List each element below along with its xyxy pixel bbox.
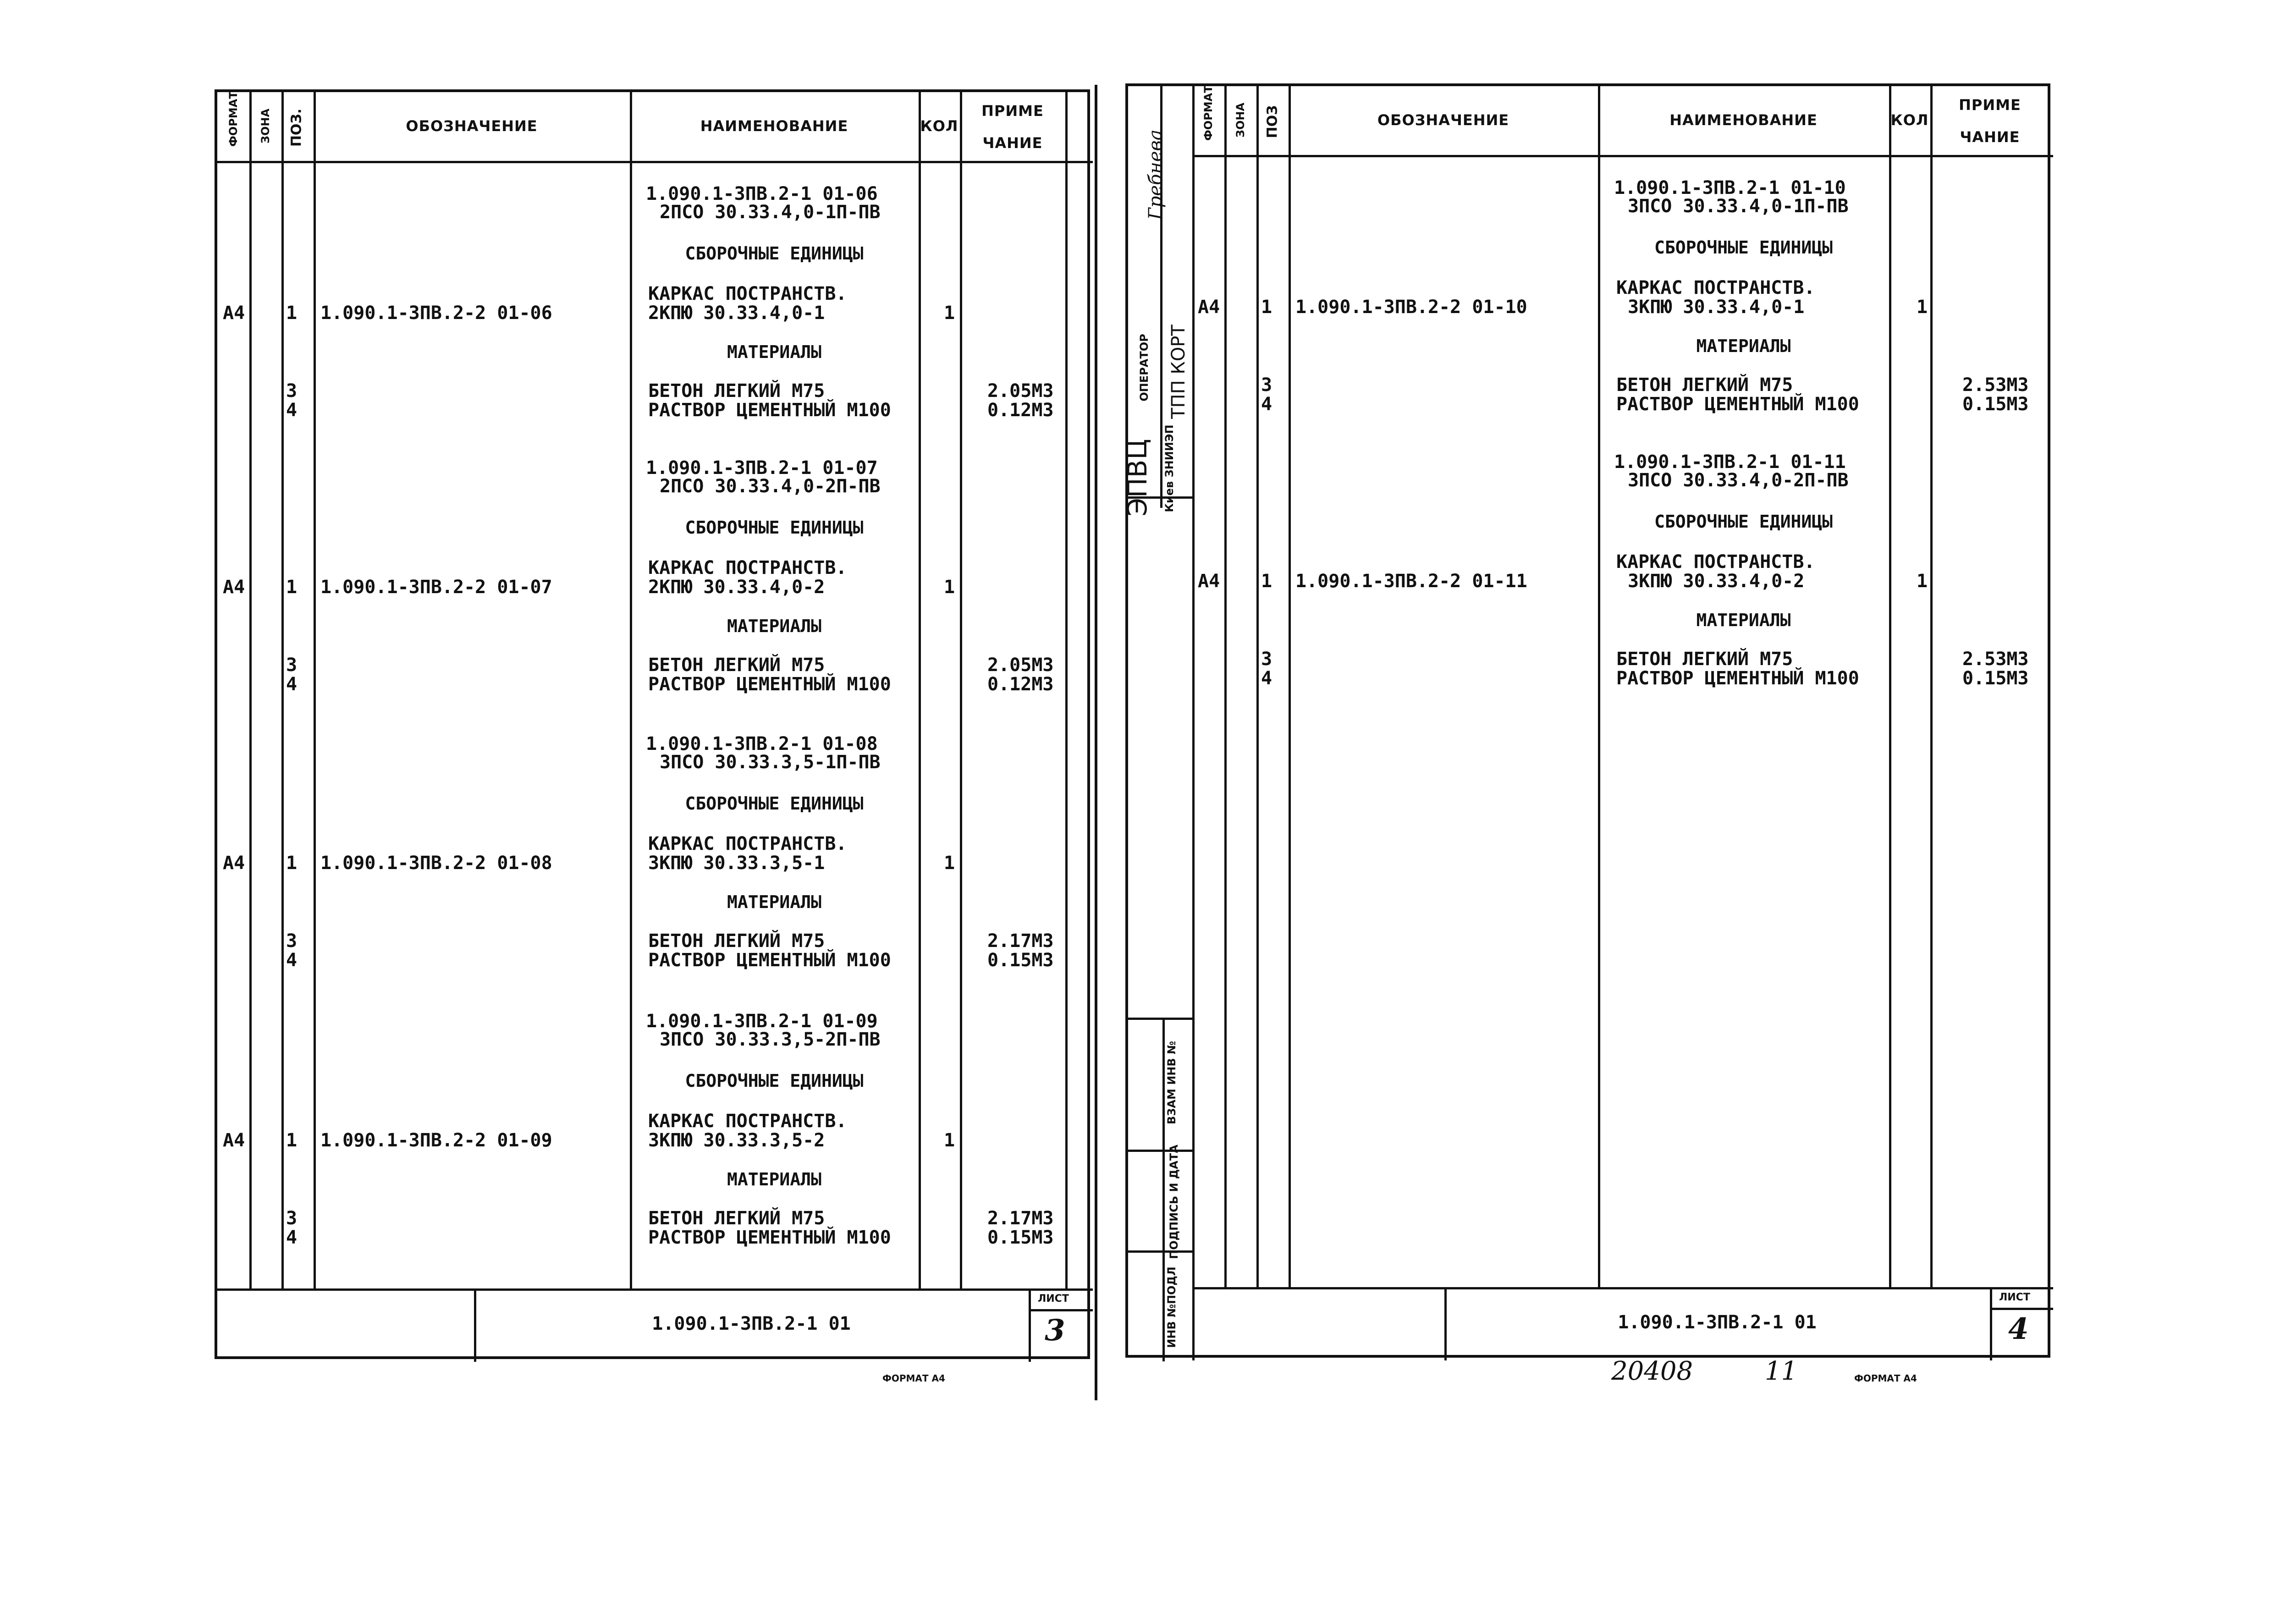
row-designation: 1.090.1-3ПВ.2-2 01-11 [1295, 571, 1527, 592]
material-2: РАСТВОР ЦЕМЕНТНЫЙ М100 [648, 1227, 891, 1248]
row-name-2: 2КПЮ 30.33.4,0-1 [648, 303, 825, 324]
row-pos-3: 3 [286, 380, 297, 402]
row-pos-3: 3 [1261, 649, 1272, 670]
assembly-code: 1.090.1-3ПВ.2-1 01-10 [1614, 177, 1846, 198]
section-materials: МАТЕРИАЛЫ [1696, 336, 1791, 356]
assembly-code: 1.090.1-3ПВ.2-1 01-06 [646, 183, 878, 204]
material-2: РАСТВОР ЦЕМЕНТНЫЙ М100 [648, 674, 891, 695]
row-qty: 1 [1917, 571, 1928, 592]
sheet-label: ЛИСТ [1038, 1293, 1069, 1305]
row-format: А4 [1198, 571, 1220, 592]
row-pos: 1 [286, 303, 297, 324]
row-qty: 1 [944, 1130, 955, 1151]
assembly-code: 1.090.1-3ПВ.2-1 01-11 [1614, 451, 1846, 473]
volume-2: 0.15М3 [1962, 668, 2029, 689]
material-1: БЕТОН ЛЕГКИЙ М75 [648, 380, 825, 402]
assembly-code: 1.090.1-3ПВ.2-1 01-07 [646, 457, 878, 479]
row-name-1: КАРКАС ПОСТРАНСТВ. [648, 1111, 847, 1132]
row-name-2: 3КПЮ 30.33.3,5-2 [648, 1130, 825, 1151]
volume-1: 2.17М3 [987, 930, 1054, 952]
col-format-header: ФОРМАТ [227, 91, 240, 147]
section-materials: МАТЕРИАЛЫ [1696, 610, 1791, 630]
material-1: БЕТОН ЛЕГКИЙ М75 [648, 1208, 825, 1229]
row-format: А4 [1198, 297, 1220, 318]
row-name-1: КАРКАС ПОСТРАНСТВ. [648, 557, 847, 578]
archive-mark: 11 [1765, 1356, 1798, 1386]
col-qty-header: КОЛ [1890, 111, 1929, 129]
row-qty: 1 [1917, 297, 1928, 318]
row-pos-4: 4 [1261, 394, 1272, 415]
row-format: А4 [223, 853, 245, 874]
section-materials: МАТЕРИАЛЫ [727, 342, 821, 362]
stamp-sign-date: ПОДПИСЬ И ДАТА [1168, 1145, 1180, 1259]
col-name-header: НАИМЕНОВАНИЕ [1669, 111, 1818, 129]
row-name-1: КАРКАС ПОСТРАНСТВ. [1616, 551, 1815, 573]
row-pos-4: 4 [286, 950, 297, 971]
section-assembly: СБОРОЧНЫЕ ЕДИНИЦЫ [1654, 237, 1833, 258]
row-pos: 1 [286, 577, 297, 598]
stamp-operator: ОПЕРАТОР [1138, 334, 1151, 402]
row-pos: 1 [1261, 571, 1272, 592]
col-note-header-1: ПРИМЕ [981, 102, 1044, 120]
assembly-sub: 2ПСО 30.33.4,0-2П-ПВ [660, 476, 881, 497]
row-qty: 1 [944, 303, 955, 324]
stamp-org: ЭПВЦ [1122, 439, 1153, 517]
sheet-label: ЛИСТ [1999, 1292, 2030, 1303]
sheet-number: 3 [1045, 1313, 1065, 1348]
row-name-2: 2КПЮ 30.33.4,0-2 [648, 577, 825, 598]
format-note: ФОРМАТ А4 [882, 1373, 945, 1384]
col-zone-header: ЗОНА [1234, 102, 1247, 138]
volume-2: 0.12М3 [987, 674, 1054, 695]
page-divider [1095, 85, 1097, 1400]
left-sheet [215, 89, 1090, 1359]
col-name-header: НАИМЕНОВАНИЕ [700, 117, 848, 135]
stamp-signature: Гребнева [1145, 129, 1166, 220]
section-assembly: СБОРОЧНЫЕ ЕДИНИЦЫ [685, 517, 864, 538]
section-assembly: СБОРОЧНЫЕ ЕДИНИЦЫ [685, 793, 864, 814]
row-name-2: 3КПЮ 30.33.4,0-2 [1628, 571, 1805, 592]
row-designation: 1.090.1-3ПВ.2-2 01-07 [320, 577, 552, 598]
section-materials: МАТЕРИАЛЫ [727, 616, 821, 636]
col-designation-header: ОБОЗНАЧЕНИЕ [406, 117, 538, 135]
stamp-city: Киев ЗНИИЭП [1163, 424, 1176, 512]
format-note: ФОРМАТ А4 [1854, 1373, 1917, 1384]
col-pos-header: ПОЗ [1264, 105, 1281, 138]
material-1: БЕТОН ЛЕГКИЙ М75 [1616, 649, 1793, 670]
row-name-1: КАРКАС ПОСТРАНСТВ. [648, 283, 847, 304]
section-assembly: СБОРОЧНЫЕ ЕДИНИЦЫ [1654, 512, 1833, 532]
section-assembly: СБОРОЧНЫЕ ЕДИНИЦЫ [685, 1071, 864, 1091]
assembly-sub: 3ПСО 30.33.4,0-1П-ПВ [1628, 196, 1849, 217]
col-note-header-2: ЧАНИЕ [1960, 128, 2020, 146]
row-pos: 1 [286, 1130, 297, 1151]
stamp-tpp: ТПП КОРТ [1168, 325, 1189, 419]
assembly-sub: 3ПСО 30.33.4,0-2П-ПВ [1628, 470, 1849, 491]
volume-1: 2.17М3 [987, 1208, 1054, 1229]
row-pos-3: 3 [286, 655, 297, 676]
row-pos-4: 4 [286, 674, 297, 695]
assembly-code: 1.090.1-3ПВ.2-1 01-08 [646, 733, 878, 754]
section-assembly: СБОРОЧНЫЕ ЕДИНИЦЫ [685, 243, 864, 264]
row-format: А4 [223, 303, 245, 324]
assembly-sub: 3ПСО 30.33.3,5-1П-ПВ [660, 752, 881, 773]
row-designation: 1.090.1-3ПВ.2-2 01-06 [320, 303, 552, 324]
row-pos-3: 3 [286, 930, 297, 952]
row-pos: 1 [1261, 297, 1272, 318]
row-pos-4: 4 [1261, 668, 1272, 689]
material-2: РАСТВОР ЦЕМЕНТНЫЙ М100 [648, 950, 891, 971]
material-1: БЕТОН ЛЕГКИЙ М75 [1616, 374, 1793, 396]
volume-2: 0.15М3 [987, 950, 1054, 971]
material-2: РАСТВОР ЦЕМЕНТНЫЙ М100 [648, 400, 891, 421]
stamp-inv-original: ИНВ №ПОДЛ [1165, 1266, 1178, 1348]
material-1: БЕТОН ЛЕГКИЙ М75 [648, 930, 825, 952]
material-2: РАСТВОР ЦЕМЕНТНЫЙ М100 [1616, 668, 1859, 689]
row-designation: 1.090.1-3ПВ.2-2 01-09 [320, 1130, 552, 1151]
document-code: 1.090.1-3ПВ.2-1 01 [652, 1313, 851, 1334]
volume-2: 0.15М3 [987, 1227, 1054, 1248]
section-materials: МАТЕРИАЛЫ [727, 1169, 821, 1189]
row-name-1: КАРКАС ПОСТРАНСТВ. [1616, 277, 1815, 298]
col-pos-header: ПОЗ. [288, 108, 305, 147]
volume-1: 2.53М3 [1962, 374, 2029, 396]
row-name-2: 3КПЮ 30.33.4,0-1 [1628, 297, 1805, 318]
volume-1: 2.05М3 [987, 380, 1054, 402]
col-format-header: ФОРМАТ [1202, 85, 1215, 141]
assembly-sub: 2ПСО 30.33.4,0-1П-ПВ [660, 202, 881, 223]
row-format: А4 [223, 1130, 245, 1151]
section-materials: МАТЕРИАЛЫ [727, 892, 821, 912]
row-name-2: 3КПЮ 30.33.3,5-1 [648, 853, 825, 874]
row-pos-4: 4 [286, 400, 297, 421]
col-qty-header: КОЛ [920, 117, 958, 135]
assembly-code: 1.090.1-3ПВ.2-1 01-09 [646, 1011, 878, 1032]
row-qty: 1 [944, 577, 955, 598]
row-pos-4: 4 [286, 1227, 297, 1248]
row-designation: 1.090.1-3ПВ.2-2 01-08 [320, 853, 552, 874]
archive-number: 20408 [1611, 1356, 1693, 1386]
row-designation: 1.090.1-3ПВ.2-2 01-10 [1295, 297, 1527, 318]
stamp-inv-replace: ВЗАМ ИНВ № [1165, 1041, 1178, 1124]
col-zone-header: ЗОНА [259, 108, 272, 144]
row-pos: 1 [286, 853, 297, 874]
document-code: 1.090.1-3ПВ.2-1 01 [1618, 1312, 1817, 1333]
volume-1: 2.53М3 [1962, 649, 2029, 670]
right-sheet [1122, 83, 2050, 1358]
assembly-sub: 3ПСО 30.33.3,5-2П-ПВ [660, 1029, 881, 1050]
row-qty: 1 [944, 853, 955, 874]
sheet-number: 4 [2008, 1312, 2029, 1346]
row-pos-3: 3 [286, 1208, 297, 1229]
row-format: А4 [223, 577, 245, 598]
volume-2: 0.15М3 [1962, 394, 2029, 415]
col-note-header-2: ЧАНИЕ [982, 134, 1043, 152]
col-designation-header: ОБОЗНАЧЕНИЕ [1377, 111, 1509, 129]
material-2: РАСТВОР ЦЕМЕНТНЫЙ М100 [1616, 394, 1859, 415]
row-pos-3: 3 [1261, 374, 1272, 396]
volume-2: 0.12М3 [987, 400, 1054, 421]
col-note-header-1: ПРИМЕ [1959, 96, 2021, 114]
volume-1: 2.05М3 [987, 655, 1054, 676]
material-1: БЕТОН ЛЕГКИЙ М75 [648, 655, 825, 676]
row-name-1: КАРКАС ПОСТРАНСТВ. [648, 833, 847, 854]
